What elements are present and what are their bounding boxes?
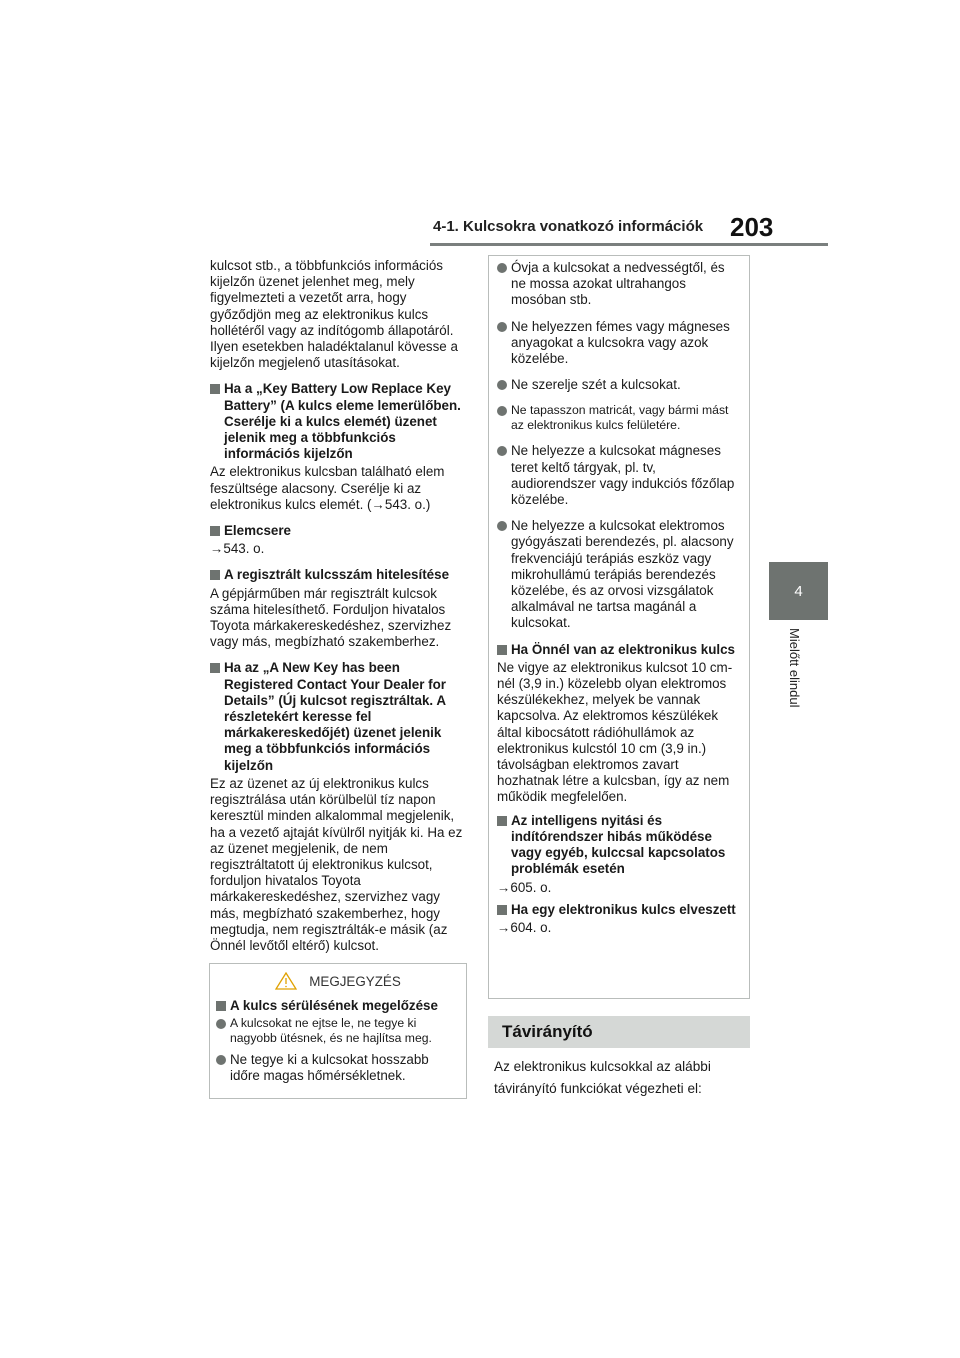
list-item bbox=[497, 319, 741, 368]
section-heading bbox=[216, 998, 460, 1014]
section-heading-text: Ha a „Key Battery Low Replace Key Battery” (A kulcs eleme lemerülőben. Cserélje ki a kulcs elemét) üzenet jelenik meg a többfunkciós információs kijelzőn bbox=[224, 381, 461, 462]
section-text: Az elektronikus kulcsban található elem feszültsége alacsony. Cserélje ki az elektronikus kulcs elemét. (→543. o.) bbox=[210, 464, 445, 512]
note-box bbox=[209, 963, 467, 1099]
list-item-text: Ne helyezze a kulcsokat elektromos gyógyászati berendezés, pl. alacsony frekvenciájú terápiás eszköz vagy mikrohullámú terápiás berendezés közelébe, és az orvosi vizsgálatok alkalmával ne tartsa magánál a kulcsokat. bbox=[511, 518, 734, 631]
right-note-box bbox=[488, 255, 750, 999]
remote-intro-text: Az elektronikus kulcsokkal az alábbi távirányító funkciókat végezheti el: bbox=[494, 1059, 711, 1096]
round-bullet-icon bbox=[216, 1055, 226, 1065]
page-number: 203 bbox=[730, 212, 774, 242]
square-bullet-icon bbox=[497, 816, 507, 826]
list-item bbox=[497, 443, 741, 508]
chapter-tab: 4 bbox=[769, 562, 828, 620]
square-bullet-icon bbox=[210, 384, 220, 394]
section-heading-text: Az intelligens nyitási és indítórendszer hibás működése vagy egyéb, kulccsal kapcsolatos problémák esetén bbox=[511, 812, 726, 877]
square-bullet-icon bbox=[497, 645, 507, 655]
list-item-text: Ne helyezze a kulcsokat mágneses teret keltő tárgyak, pl. tv, audiorendszer vagy indukciós főzőlap közelébe. bbox=[511, 443, 735, 508]
header-rule bbox=[430, 243, 828, 246]
list-item-text: Ne szerelje szét a kulcsokat. bbox=[511, 377, 681, 393]
round-bullet-icon bbox=[497, 263, 507, 273]
section-text: Ne vigye az elektronikus kulcsot 10 cm-nél (3,9 in.) közelebb olyan elektromos készülékekhez, melyek be vannak kapcsolva. Az elektromos készülékek által kibocsátott rádióhullámok az elektronikus kulcstól 10 cm (3,9 in.) távolságban elektromos zavart hozhatnak létre a kulcsban, így az nem működik megfelelően. bbox=[497, 659, 733, 805]
running-header: 4-1. Kulcsokra vonatkozó információk bbox=[433, 218, 704, 235]
section-heading bbox=[210, 523, 468, 539]
round-bullet-icon bbox=[497, 446, 507, 456]
note-title bbox=[210, 964, 466, 990]
list-item-text: Ne helyezzen fémes vagy mágneses anyagokat a kulcsokra vagy azok közelébe. bbox=[511, 318, 730, 367]
note-body bbox=[210, 990, 466, 1085]
round-bullet-icon bbox=[497, 380, 507, 390]
round-bullet-icon bbox=[497, 521, 507, 531]
list-item-text: A kulcsokat ne ejtse le, ne tegye ki nagyobb ütésnek, és ne hajlítsa meg. bbox=[230, 1016, 432, 1046]
section-text: Ez az üzenet az új elektronikus kulcs regisztrálása után körülbelül tíz napon keresztül minden alkalommal megjelenik, ha a vezető ajtaját kívülről nyitják ki. Ha ez az üzenet megjelenik, de nem regisztráltatott új elektronikus kulcsot, forduljon hivatalos Toyota márkakereskedéshez, szervizhez vagy más, megbízható szakemberhez, hogy megtudja, nem regisztrálták-e másik (az Önnél levőtől eltérő) kulcsot. bbox=[210, 775, 463, 953]
note-title-text: MEGJEGYZÉS bbox=[309, 973, 401, 989]
section-heading bbox=[497, 902, 741, 918]
chapter-side-label: Mielőtt elindul bbox=[787, 628, 802, 708]
section-heading-text: A kulcs sérülésének megelőzése bbox=[230, 998, 438, 1013]
section-heading-text: Ha az „A New Key has been Registered Contact Your Dealer for Details” (Új kulcsot regisztráltak. A részletekért keresse fel márkakereskedőjét) üzenet jelenik meg a többfunkciós információs kijelzőn bbox=[224, 660, 446, 773]
list-item-text: Óvja a kulcsokat a nedvességtől, és ne mossa azokat ultrahangos mosóban stb. bbox=[511, 260, 725, 308]
list-item-text: Ne tegye ki a kulcsokat hosszabb időre magas hőmérsékletnek. bbox=[230, 1052, 429, 1084]
section-text: A gépjárműben már regisztrált kulcsok száma hitelesíthető. Forduljon hivatalos Toyota márkakereskedéshez, szervizhez vagy más, megbízható szakemberhez. bbox=[210, 585, 452, 650]
section-heading-text: A regisztrált kulcsszám hitelesítése bbox=[224, 567, 450, 583]
square-bullet-icon bbox=[210, 570, 220, 580]
list-item bbox=[216, 1016, 460, 1046]
warning-triangle-icon bbox=[275, 972, 297, 990]
section-heading-text: Ha Önnél van az elektronikus kulcs bbox=[511, 641, 736, 657]
list-item bbox=[497, 260, 741, 309]
list-item bbox=[497, 377, 741, 393]
intro-paragraph: kulcsot stb., a többfunkciós információs kijelzőn üzenet jelenhet meg, mely figyelmezteti a vezetőt arra, hogy győződjön meg az elektronikus kulcs hollétéről vagy az indítógomb állapotáról. Ilyen esetekben haladéktalanul kövesse a kijelzőn megjelenő utasításokat. bbox=[210, 258, 458, 371]
page-reference: →605. o. bbox=[497, 879, 552, 895]
square-bullet-icon bbox=[210, 663, 220, 673]
section-heading bbox=[210, 660, 468, 773]
square-bullet-icon bbox=[497, 905, 507, 915]
section-heading bbox=[497, 642, 741, 658]
page-reference: →604. o. bbox=[497, 919, 552, 935]
section-heading-text: Ha egy elektronikus kulcs elveszett bbox=[511, 901, 736, 917]
round-bullet-icon bbox=[497, 406, 507, 416]
left-column bbox=[210, 258, 468, 961]
section-heading bbox=[210, 567, 468, 583]
section-heading bbox=[497, 813, 741, 878]
list-item bbox=[497, 518, 741, 631]
section-heading-text: Elemcsere bbox=[224, 523, 292, 539]
round-bullet-icon bbox=[216, 1019, 226, 1029]
page-reference: →543. o. bbox=[210, 541, 265, 557]
square-bullet-icon bbox=[216, 1001, 226, 1011]
section-title: Távirányító bbox=[488, 1016, 750, 1048]
round-bullet-icon bbox=[497, 322, 507, 332]
section-heading bbox=[210, 381, 468, 462]
square-bullet-icon bbox=[210, 526, 220, 536]
list-item bbox=[216, 1052, 460, 1084]
list-item-text: Ne tapasszon matricát, vagy bármi mást az elektronikus kulcs felületére. bbox=[511, 403, 729, 433]
list-item bbox=[497, 403, 741, 433]
